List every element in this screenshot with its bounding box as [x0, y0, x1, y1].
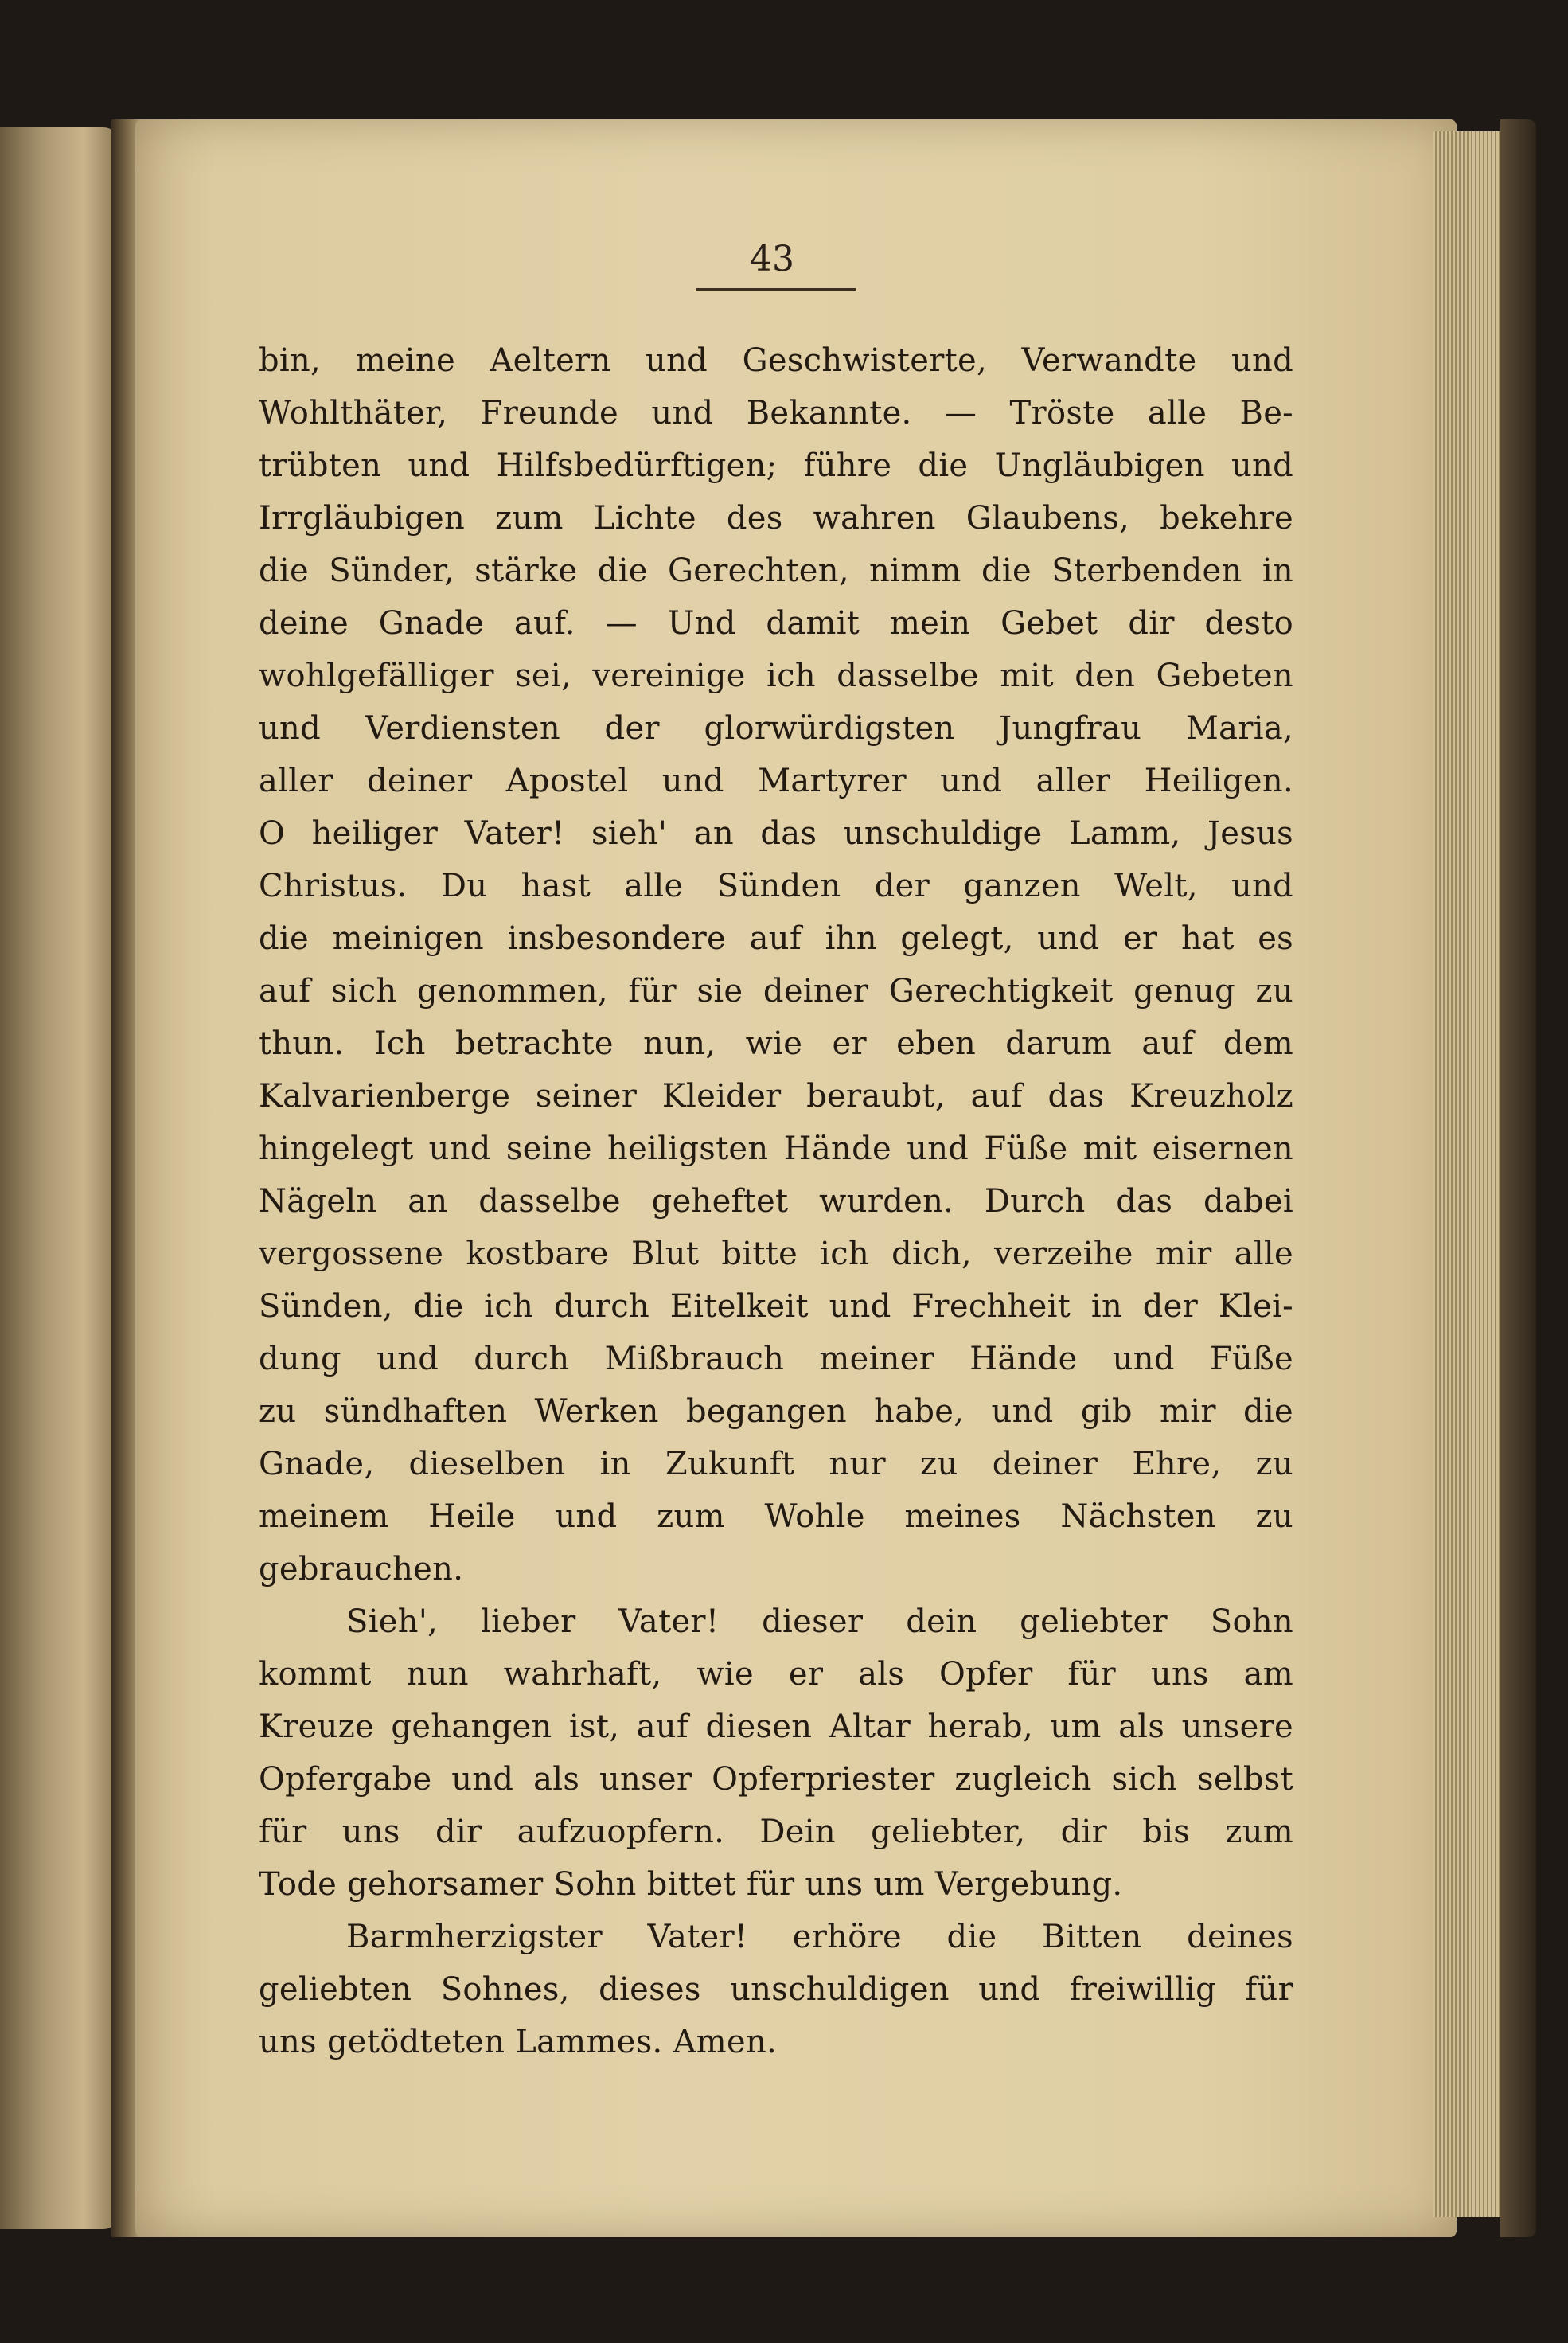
text-line: uns getödteten Lammes. Amen.: [259, 2024, 778, 2060]
text-line: für uns dir aufzuopfern. Dein geliebter, dir bis zum: [259, 1814, 1293, 1850]
text-line: Tode gehorsamer Sohn bittet für uns um Vergebung.: [259, 1866, 1123, 1903]
text-line: aller deiner Apostel und Martyrer und aller Heiligen.: [259, 763, 1293, 799]
text-line: Nägeln an dasselbe geheftet wurden. Durch das dabei: [259, 1183, 1293, 1220]
text-line: die meinigen insbesondere auf ihn gelegt, und er hat es: [259, 920, 1293, 957]
text-line: kommt nun wahrhaft, wie er als Opfer für uns am: [259, 1656, 1293, 1693]
text-line: wohlgefälliger sei, vereinige ich dasselbe mit den Gebeten: [259, 658, 1293, 694]
text-line: Barmherzigster Vater! erhöre die Bitten deines: [346, 1919, 1293, 1955]
text-line: dung und durch Mißbrauch meiner Hände und Füße: [259, 1341, 1293, 1377]
left-page-edge: [0, 127, 119, 2229]
page-number: 43: [750, 239, 794, 279]
text-line: geliebten Sohnes, dieses unschuldigen und freiwillig für: [259, 1971, 1293, 2008]
page-edges: [1433, 131, 1508, 2217]
text-line: zu sündhaften Werken begangen habe, und gib mir die: [259, 1393, 1293, 1430]
text-line: vergossene kostbare Blut bitte ich dich, verzeihe mir alle: [259, 1236, 1293, 1272]
text-line: O heiliger Vater! sieh' an das unschuldige Lamm, Jesus: [259, 815, 1293, 852]
text-line: gebrauchen.: [259, 1551, 464, 1587]
book-cover-edge: [1500, 119, 1536, 2237]
text-line: Kreuze gehangen ist, auf diesen Altar herab, um als unsere: [259, 1708, 1293, 1745]
text-line: Irrgläubigen zum Lichte des wahren Glaubens, bekehre: [259, 500, 1293, 537]
text-line: Gnade, dieselben in Zukunft nur zu deiner Ehre, zu: [259, 1446, 1293, 1482]
text-line: hingelegt und seine heiligsten Hände und Füße mit eisernen: [259, 1130, 1293, 1167]
text-line: Sünden, die ich durch Eitelkeit und Frechheit in der Klei-: [259, 1288, 1293, 1325]
text-line: Christus. Du hast alle Sünden der ganzen Welt, und: [259, 868, 1293, 904]
text-line: meinem Heile und zum Wohle meines Nächsten zu: [259, 1498, 1293, 1535]
text-line: Opfergabe und als unser Opferpriester zugleich sich selbst: [259, 1761, 1293, 1798]
text-line: deine Gnade auf. — Und damit mein Gebet dir desto: [259, 605, 1293, 642]
text-line: thun. Ich betrachte nun, wie er eben darum auf dem: [259, 1025, 1293, 1062]
text-line: auf sich genommen, für sie deiner Gerechtigkeit genug zu: [259, 973, 1293, 1009]
body-text: [259, 334, 1293, 2068]
header-rule: [696, 288, 856, 291]
text-line: trübten und Hilfsbedürftigen; führe die Ungläubigen und: [259, 447, 1293, 484]
text-line: Wohlthäter, Freunde und Bekannte. — Tröste alle Be-: [259, 395, 1293, 432]
text-line: und Verdiensten der glorwürdigsten Jungfrau Maria,: [259, 710, 1293, 747]
text-line: Sieh', lieber Vater! dieser dein geliebter Sohn: [346, 1603, 1293, 1640]
text-line: Kalvarienberge seiner Kleider beraubt, auf das Kreuzholz: [259, 1078, 1293, 1115]
text-line: die Sünder, stärke die Gerechten, nimm die Sterbenden in: [259, 553, 1293, 589]
text-line: bin, meine Aeltern und Geschwisterte, Verwandte und: [259, 342, 1293, 379]
